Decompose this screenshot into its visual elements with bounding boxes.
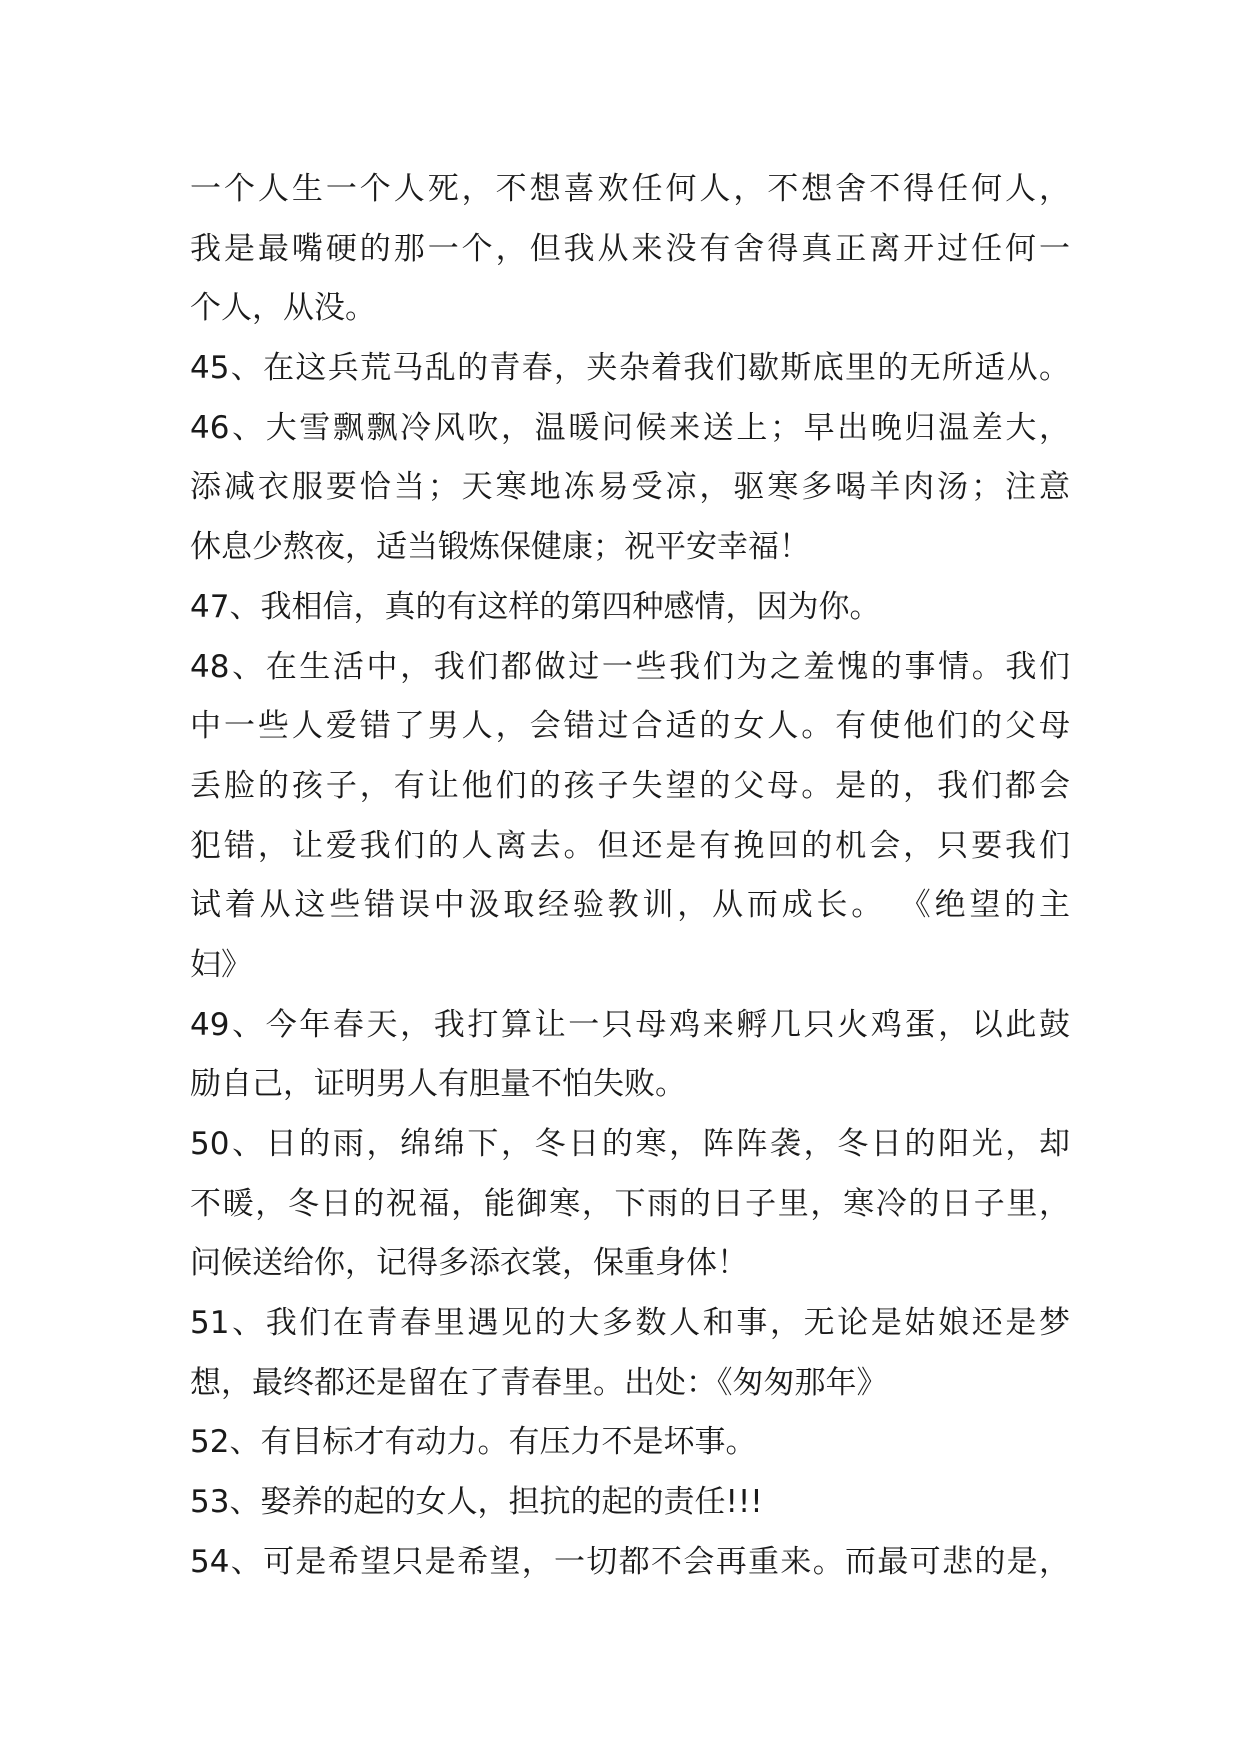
text-line: 问候送给你，记得多添衣裳，保重身体！ [190,1245,748,1282]
text-line: 46、大雪飘飘冷风吹，温暖问候来送上；早出晚归温差大， [190,409,1070,446]
text-line: 45、在这兵荒马乱的青春，夹杂着我们歇斯底里的无所适从。 [190,350,1070,387]
text-line: 一个人生一个人死，不想喜欢任何人，不想舍不得任何人， [190,171,1070,207]
text-line: 52、有目标才有动力。有压力不是坏事。 [190,1424,757,1461]
document-body [190,160,1070,1593]
text-line: 53、娶养的起的女人，担抗的起的责任!!! [190,1484,763,1521]
text-line: 48、在生活中，我们都做过一些我们为之羞愧的事情。我们 [190,648,1070,685]
text-line: 想，最终都还是留在了青春里。出处：《匆匆那年》 [190,1364,888,1401]
text-line: 我是最嘴硬的那一个，但我从来没有舍得真正离开过任何一 [190,230,1070,267]
text-line: 54、可是希望只是希望，一切都不会再重来。而最可悲的是， [190,1543,1070,1580]
text-line: 50、日的雨，绵绵下，冬日的寒，阵阵袭，冬日的阳光，却 [190,1126,1070,1162]
text-line: 51、我们在青春里遇见的大多数人和事，无论是姑娘还是梦 [190,1305,1070,1342]
text-line: 休息少熬夜，适当锻炼保健康；祝平安幸福！ [190,529,810,566]
text-line: 丢脸的孩子，有让他们的孩子失望的父母。是的，我们都会 [190,767,1070,804]
text-line: 添减衣服要恰当；天寒地冻易受凉，驱寒多喝羊肉汤；注意 [190,469,1070,506]
text-line: 妇》 [190,946,252,983]
text-line: 犯错，让爱我们的人离去。但还是有挽回的机会，只要我们 [190,827,1070,864]
text-line: 中一些人爱错了男人，会错过合适的女人。有使他们的父母 [190,708,1070,745]
text-line: 不暖，冬日的祝福，能御寒，下雨的日子里，寒冷的日子里， [190,1185,1070,1222]
text-line: 励自己，证明男人有胆量不怕失败。 [190,1066,686,1103]
text-line: 49、今年春天，我打算让一只母鸡来孵几只火鸡蛋，以此鼓 [190,1006,1070,1043]
text-line: 47、我相信，真的有这样的第四种感情，因为你。 [190,588,881,625]
text-line: 试着从这些错误中汲取经验教训，从而成长。 《绝望的主 [190,887,1070,924]
text-line: 个人，从没。 [190,290,376,327]
